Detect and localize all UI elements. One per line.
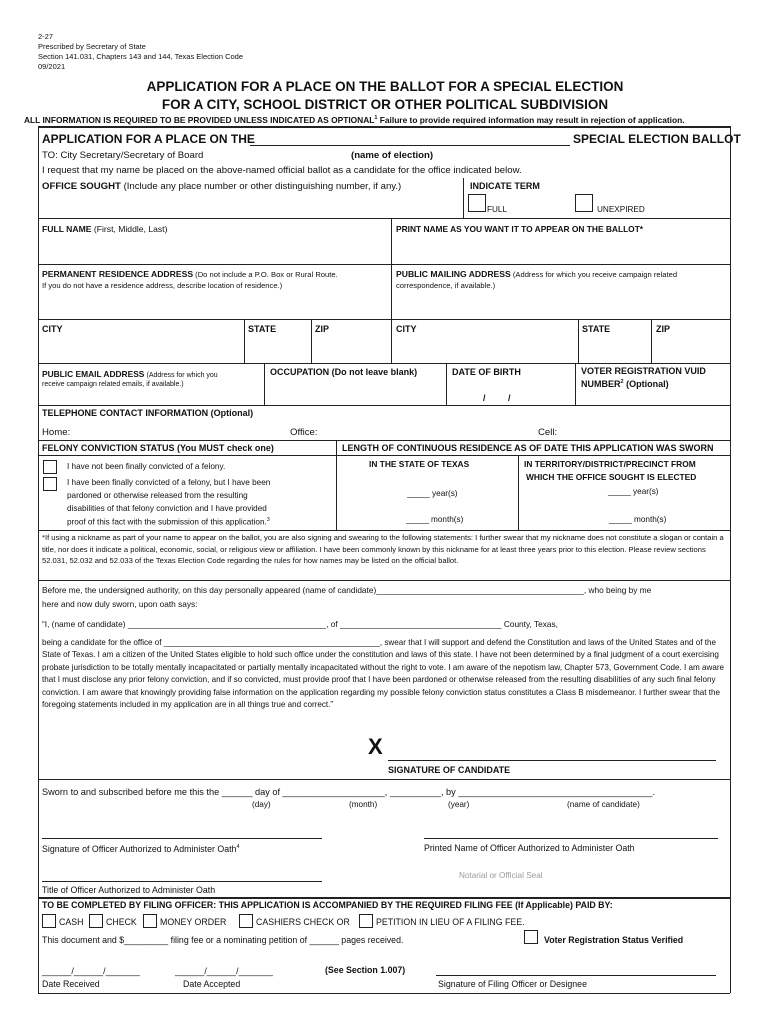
texas-months-field[interactable]: _____ month(s): [406, 515, 464, 524]
voter-status-label: Voter Registration Status Verified: [544, 935, 684, 945]
not-convicted-checkbox[interactable]: [43, 460, 57, 474]
officer-signature-label: Signature of Officer Authorized to Administer Oath$^4$: [42, 844, 240, 854]
mailing-zip-label[interactable]: ZIP: [656, 324, 671, 334]
mailing-address-label[interactable]: PUBLIC MAILING ADDRESS (Address for which you receive campaign related: [396, 269, 678, 279]
date-received-field[interactable]: ______/______/_______: [42, 966, 140, 976]
date-accepted-field[interactable]: ______/______/_______: [175, 966, 273, 976]
month-label: (month): [349, 800, 378, 809]
filing-officer-heading: TO BE COMPLETED BY FILING OFFICER: THIS APPLICATION IS ACCOMPANIED BY THE REQUIRED FILING FEE (If Applicable) PAID BY:: [42, 900, 613, 910]
petition-label: PETITION IN LIEU OF A FILING FEE.: [376, 917, 525, 927]
unexpired-term-label: UNEXPIRED: [597, 205, 645, 214]
occupation-label[interactable]: OCCUPATION (Do not leave blank): [270, 367, 418, 377]
form-title-line1: APPLICATION FOR A PLACE ON THE BALLOT FOR A SPECIAL ELECTION: [146, 79, 624, 94]
not-convicted-label: I have not been finally convicted of a felony.: [67, 462, 226, 471]
candidate-name-label: (name of candidate): [567, 800, 640, 809]
unexpired-term-checkbox[interactable]: [575, 194, 593, 212]
mailing-state-label[interactable]: STATE: [582, 324, 611, 334]
cash-checkbox[interactable]: [42, 914, 56, 928]
cashiers-check-label: CASHIERS CHECK OR: [256, 917, 350, 927]
special-election-ballot: SPECIAL ELECTION BALLOT: [573, 132, 741, 146]
full-name-label[interactable]: FULL NAME (First, Middle, Last): [42, 224, 168, 234]
dob-slashes: / /: [483, 393, 511, 403]
appearance-statement[interactable]: Before me, the undersigned authority, on this day personally appeared (name of candidate)_____________________________________________, who being by me: [42, 585, 652, 595]
cashiers-check-checkbox[interactable]: [239, 914, 253, 928]
email-label[interactable]: PUBLIC EMAIL ADDRESS (Address for which you: [42, 369, 218, 379]
divider: [651, 319, 652, 363]
prescribed-by: Prescribed by Secretary of State: [38, 42, 146, 51]
officer-signature-line[interactable]: [42, 838, 322, 839]
office-phone-label[interactable]: Office:: [290, 427, 318, 438]
texas-residence-heading: IN THE STATE OF TEXAS: [369, 459, 470, 469]
divider: [578, 319, 579, 363]
check-label: CHECK: [106, 917, 137, 927]
frame-left: [38, 126, 39, 993]
candidate-county-line[interactable]: “I, (name of candidate) ___________________________________________, of ___________________________________ County, Texas,: [42, 619, 558, 629]
form-title-line2: FOR A CITY, SCHOOL DISTRICT OR OTHER POLITICAL SUBDIVISION: [161, 97, 609, 112]
top-border: [38, 126, 730, 128]
officer-title-label: Title of Officer Authorized to Administer Oath: [42, 885, 216, 895]
officer-printed-name-label: Printed Name of Officer Authorized to Administer Oath: [424, 843, 635, 853]
filing-officer-signature-label: Signature of Filing Officer or Designee: [438, 979, 587, 989]
filing-officer-signature-line[interactable]: [436, 975, 716, 976]
pardoned-line2: pardoned or otherwise released from the resulting: [67, 491, 248, 500]
territory-heading-line1: IN TERRITORY/DISTRICT/PRECINCT FROM: [524, 459, 696, 469]
filing-fee-line[interactable]: This document and $_________ filing fee or a nominating petition of ______ pages received.: [42, 935, 404, 945]
divider: [38, 897, 730, 899]
election-name-line[interactable]: [250, 145, 570, 146]
pardoned-checkbox[interactable]: [43, 477, 57, 491]
texas-years-field[interactable]: _____ year(s): [407, 489, 458, 498]
ballot-request: I request that my name be placed on the above-named official ballot as a candidate for the office indicated below.: [42, 165, 522, 176]
territory-months-field[interactable]: _____ month(s): [609, 515, 667, 524]
day-label: (day): [252, 800, 271, 809]
officer-printed-name-line[interactable]: [424, 838, 718, 839]
name-of-election-label: (name of election): [351, 150, 434, 161]
petition-checkbox[interactable]: [359, 914, 373, 928]
zip-label[interactable]: ZIP: [315, 324, 330, 334]
residence-length-heading: LENGTH OF CONTINUOUS RESIDENCE AS OF DATE THIS APPLICATION WAS SWORN: [342, 443, 714, 453]
cash-label: CASH: [59, 917, 84, 927]
divider: [391, 218, 392, 264]
full-term-checkbox[interactable]: [468, 194, 486, 212]
date-received-label: Date Received: [42, 979, 100, 989]
divider: [38, 264, 730, 265]
divider: [38, 218, 730, 219]
official-seal-area: Notarial or Official Seal: [459, 871, 543, 880]
cell-phone-label[interactable]: Cell:: [538, 427, 558, 438]
divider: [463, 178, 464, 218]
divider: [38, 319, 730, 320]
pardoned-line4: proof of this fact with the submission of this application.$^3$: [67, 517, 270, 527]
divider: [38, 440, 730, 441]
divider: [38, 530, 730, 531]
date-accepted-label: Date Accepted: [183, 979, 241, 989]
oath-body: being a candidate for the office of ________________________________________________, swear that I will support and defend the Constitution and laws of the United States and of the State of Texas. I am a citizen of the United States eligible to hold such office under the constitution and laws of this state. I have not been determined by a final judgment of a court exercising probate jurisdiction to be totally mentally incapacitated or partially mentally incapacitated without the right to vote. I am aware of the nepotism law, Chapter 573, Government Code. I am aware that I must disclose any prior felony conviction, and if so convicted, must provide proof that I have been pardoned or otherwise released from the resulting disabilities of any such final felony conviction. I am aware that knowingly providing false information on the application regarding my possible felony conviction status constitutes a Class B misdemeanor. I further swear that the foregoing statements included in my application are in all things true and correct.”: [42, 638, 725, 710]
divider: [575, 363, 576, 405]
full-term-label: FULL: [487, 205, 508, 214]
pardoned-line3: disabilities of that felony conviction and I have provided: [67, 504, 267, 513]
residence-address-note: If you do not have a residence address, describe location of residence.): [42, 281, 283, 290]
territory-years-field[interactable]: _____ year(s): [608, 487, 659, 496]
territory-heading-line2: WHICH THE OFFICE SOUGHT IS ELECTED: [526, 472, 697, 482]
money-order-label: MONEY ORDER: [160, 917, 227, 927]
home-phone-label[interactable]: Home:: [42, 427, 71, 438]
divider: [38, 580, 730, 581]
candidate-signature-line[interactable]: [388, 760, 716, 761]
indicate-term-label: INDICATE TERM: [470, 181, 540, 191]
sworn-statement: here and now duly sworn, upon oath says:: [42, 599, 198, 609]
form-number: 2-27: [38, 32, 54, 41]
form-date: 09/2021: [38, 62, 66, 71]
officer-title-line[interactable]: [42, 881, 322, 882]
addressee: TO: City Secretary/Secretary of Board: [42, 150, 204, 161]
sworn-subscribed-line[interactable]: Sworn to and subscribed before me this the ______ day of ____________________, __________, by ______________________________________.: [42, 787, 656, 797]
mailing-address-note: correspondence, if available.): [396, 281, 496, 290]
divider: [38, 779, 730, 780]
divider: [38, 993, 730, 994]
divider: [446, 363, 447, 405]
divider: [518, 455, 519, 530]
year-label: (year): [448, 800, 470, 809]
residence-address-label[interactable]: PERMANENT RESIDENCE ADDRESS (Do not include a P.O. Box or Rural Route.: [42, 269, 338, 279]
vuid-number-label: NUMBER$^2$ (Optional): [581, 379, 669, 389]
ballot-name-label[interactable]: PRINT NAME AS YOU WANT IT TO APPEAR ON THE BALLOT*: [396, 224, 644, 234]
divider: [391, 319, 392, 363]
check-checkbox[interactable]: [89, 914, 103, 928]
telephone-label: TELEPHONE CONTACT INFORMATION (Optional): [42, 408, 254, 418]
felony-heading: FELONY CONVICTION STATUS (You MUST check one): [42, 443, 274, 453]
office-sought-label: OFFICE SOUGHT (Include any place number or other distinguishing number, if any.): [42, 181, 402, 192]
vuid-label[interactable]: VOTER REGISTRATION VUID: [581, 366, 706, 376]
state-label[interactable]: STATE: [248, 324, 277, 334]
frame-right: [730, 126, 731, 993]
divider: [244, 319, 245, 363]
divider: [336, 440, 337, 530]
divider: [391, 264, 392, 319]
money-order-checkbox[interactable]: [143, 914, 157, 928]
email-note: receive campaign related emails, if available.): [42, 381, 184, 388]
divider: [38, 455, 730, 456]
signature-x-mark: X: [368, 734, 383, 759]
divider: [264, 363, 265, 405]
divider: [38, 363, 730, 364]
city-label[interactable]: CITY: [42, 324, 63, 334]
voter-status-checkbox[interactable]: [524, 930, 538, 944]
nickname-note: *If using a nickname as part of your name to appear on the ballot, you are also signing and swearing to the following statements: I further swear that my nickname does not constitute a slogan or contain a title, nor does it indicate a political, economic, social, or religious view or affiliation. I have been commonly known by this nickname for at least three years prior to this election. Please review sections 52.031, 52.032 and 52.033 of the Texas Election Code regarding the rules for how names may be listed on the official ballot.: [42, 533, 724, 566]
candidate-signature-label: SIGNATURE OF CANDIDATE: [388, 765, 511, 775]
see-section-note: (See Section 1.007): [325, 965, 406, 975]
application-heading: APPLICATION FOR A PLACE ON THE: [42, 132, 255, 146]
pardoned-line1: I have been finally convicted of a felony, but I have been: [67, 478, 271, 487]
dob-label[interactable]: DATE OF BIRTH: [452, 367, 521, 377]
mailing-city-label[interactable]: CITY: [396, 324, 417, 334]
required-notice: ALL INFORMATION IS REQUIRED TO BE PROVIDED UNLESS INDICATED AS OPTIONAL$^1$ Failure to provide required information may result in rejection of application.: [24, 115, 685, 125]
statute-reference: Section 141.031, Chapters 143 and 144, Texas Election Code: [38, 52, 244, 61]
divider: [311, 319, 312, 363]
divider: [38, 405, 730, 406]
